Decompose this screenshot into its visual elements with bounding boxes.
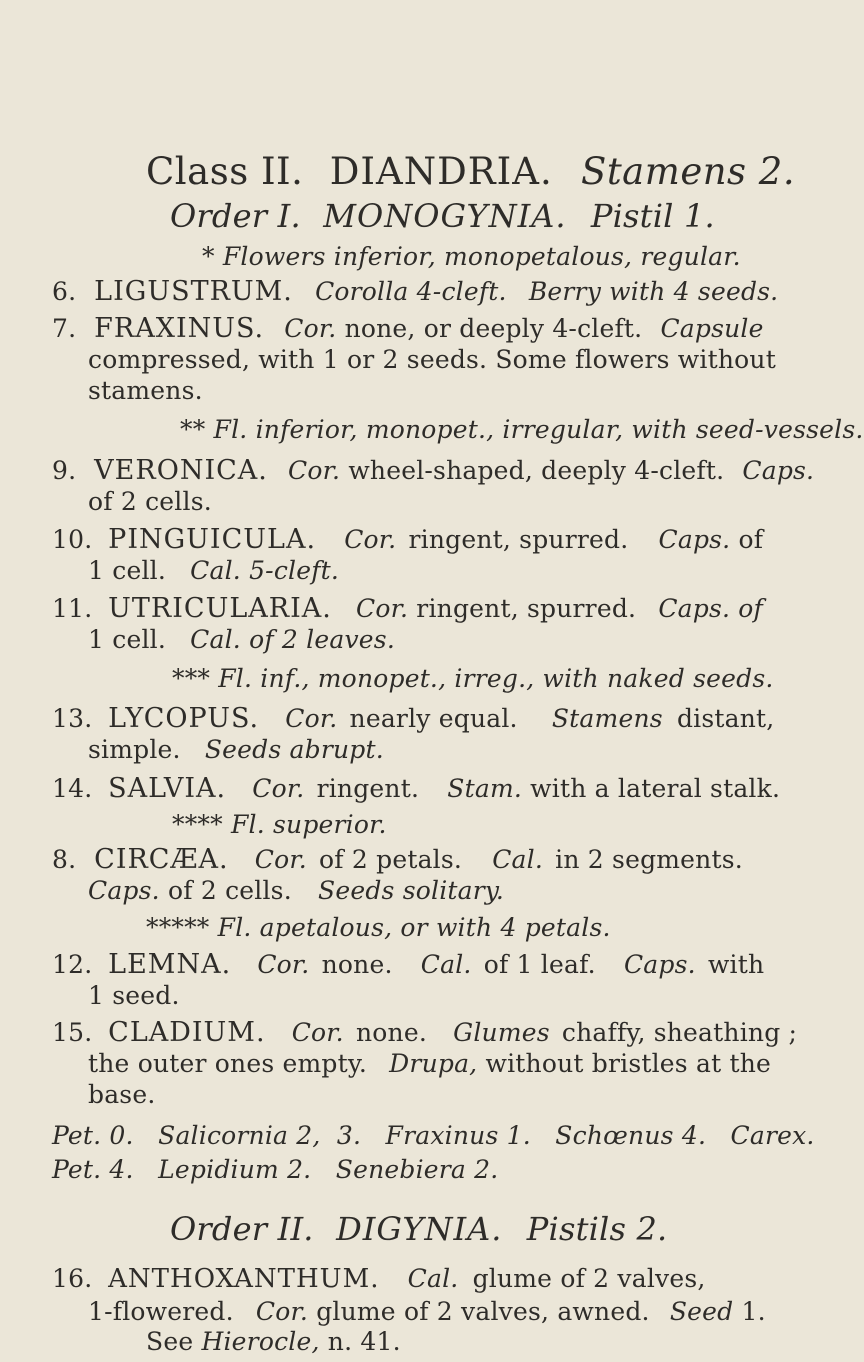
section-heading: * Flowers inferior, monopetalous, regular.: [202, 242, 741, 271]
section-heading: **** Fl. superior.: [172, 810, 387, 839]
genus-entry-ligustrum: [52, 276, 778, 307]
entry-text: Cal. 5-cleft.: [190, 556, 340, 585]
entry-number: 12.: [52, 950, 93, 979]
entry-text: Caps.: [742, 456, 815, 485]
entry-number: 9.: [52, 456, 77, 485]
entry-text: Cal. of 2 leaves.: [190, 625, 395, 654]
genus-entry-salvia: [52, 773, 780, 804]
genus-name: LEMNA.: [108, 949, 232, 980]
entry-number: 7.: [52, 314, 77, 343]
entry-text: the outer ones empty.: [88, 1049, 368, 1078]
order-label: Order II.: [170, 1210, 314, 1248]
entry-text: Cor.: [344, 525, 397, 554]
entry-text: Cor.: [255, 1297, 309, 1326]
entry-text: 1-flowered.: [88, 1297, 234, 1326]
genus-entry-lemna: [52, 949, 764, 980]
entry-number: 11.: [52, 594, 93, 623]
entry-text: of 2 cells.: [167, 876, 292, 905]
genus-entry-anthoxanthum: [52, 1264, 706, 1294]
entry-text: nearly equal.: [349, 704, 518, 733]
entry-text: of 2 petals.: [319, 845, 463, 874]
entry-text: Caps.: [88, 876, 160, 905]
entry-continuation: [88, 1049, 771, 1078]
entry-text: with: [707, 950, 765, 979]
entry-text: Corolla 4-cleft.: [315, 277, 507, 306]
entry-text: Seeds abrupt.: [204, 735, 384, 764]
genus-name: LYCOPUS.: [108, 703, 260, 734]
entry-text: Drupa,: [389, 1049, 478, 1078]
class-note: Stamens 2.: [580, 150, 796, 193]
order-name: MONOGYNIA.: [323, 197, 567, 235]
entry-text: Cor.: [252, 774, 305, 803]
entry-number: 14.: [52, 774, 93, 803]
entry-text: none.: [321, 950, 393, 979]
entry-text: Cor.: [285, 704, 338, 733]
entry-text: Berry with 4 seeds.: [528, 277, 779, 306]
entry-text: simple.: [88, 735, 181, 764]
section-heading: ***** Fl. apetalous, or with 4 petals.: [146, 913, 611, 942]
entry-text: Stam.: [447, 774, 523, 803]
entry-text: wheel-shaped, deeply 4-cleft.: [348, 456, 725, 485]
entry-text: in 2 segments.: [555, 845, 743, 874]
entry-continuation: [88, 625, 395, 654]
entry-text: distant,: [676, 704, 775, 733]
order-note: Pistil 1.: [590, 197, 715, 235]
entry-number: 16.: [52, 1264, 93, 1293]
entry-number: 13.: [52, 704, 93, 733]
entry-continuation: stamens.: [88, 376, 203, 405]
entry-continuation: [88, 735, 384, 764]
entry-text: Cor.: [288, 456, 341, 485]
entry-text: with a lateral stalk.: [530, 774, 781, 803]
entry-text: glume of 2 valves,: [472, 1264, 706, 1293]
entry-text: Caps.: [658, 525, 731, 554]
entry-text: Cor.: [254, 845, 307, 874]
entry-text: Capsule: [660, 314, 764, 343]
genus-name: CIRCÆA.: [94, 844, 229, 875]
entry-text: chaffy, sheathing ;: [561, 1018, 798, 1047]
entry-text: of: [738, 525, 764, 554]
entry-number: 15.: [52, 1018, 93, 1047]
genus-entry-cladium: [52, 1017, 797, 1048]
genus-name: CLADIUM.: [108, 1017, 266, 1048]
entry-text: none, or deeply 4-cleft.: [344, 314, 643, 343]
entry-text: ringent, spurred.: [408, 525, 629, 554]
order-label: Order I.: [170, 197, 301, 235]
entry-text: without bristles at the: [485, 1049, 772, 1078]
entry-text: See: [146, 1327, 194, 1356]
genus-name: FRAXINUS.: [94, 313, 265, 344]
genus-entry-circaea: [52, 844, 743, 875]
entry-text: Seed: [669, 1297, 734, 1326]
class-name: DIANDRIA.: [329, 150, 553, 193]
order-note: Pistils 2.: [526, 1210, 668, 1248]
genus-name: VERONICA.: [94, 455, 268, 486]
entry-continuation: [88, 876, 504, 905]
entry-text: Caps.: [623, 950, 696, 979]
entry-text: Cor.: [356, 594, 409, 623]
entry-continuation: compressed, with 1 or 2 seeds. Some flowers without: [88, 345, 776, 374]
order-name: DIGYNIA.: [336, 1210, 503, 1248]
entry-text: Cal.: [407, 1264, 459, 1293]
entry-text: glume of 2 valves, awned.: [316, 1297, 650, 1326]
entry-text: Stamens: [551, 704, 663, 733]
genus-entry-utricularia: [52, 593, 763, 624]
class-heading: [146, 150, 795, 193]
entry-continuation: of 2 cells.: [88, 487, 212, 516]
entry-text: n. 41.: [327, 1327, 401, 1356]
entry-text: 1 cell.: [88, 556, 166, 585]
petal-note: Pet. 0. Salicornia 2, 3. Fraxinus 1. Schœnus 4. Carex.: [52, 1121, 815, 1150]
genus-name: PINGUICULA.: [108, 524, 317, 555]
entry-text: Glumes: [453, 1018, 550, 1047]
entry-number: 10.: [52, 525, 93, 554]
entry-text: of 1 leaf.: [483, 950, 596, 979]
entry-continuation: [88, 1297, 766, 1326]
genus-entry-pinguicula: [52, 524, 763, 555]
entry-text: ringent, spurred.: [416, 594, 637, 623]
entry-text: Cal.: [492, 845, 543, 874]
entry-continuation: [88, 556, 339, 585]
order-heading: [170, 1210, 667, 1248]
genus-entry-veronica: [52, 455, 814, 486]
entry-text: Cor.: [257, 950, 310, 979]
genus-name: LIGUSTRUM.: [94, 276, 293, 307]
genus-name: SALVIA.: [108, 773, 227, 804]
entry-number: 8.: [52, 845, 77, 874]
entry-text: Cor.: [284, 314, 337, 343]
entry-text: Cor.: [291, 1018, 344, 1047]
entry-number: 6.: [52, 277, 77, 306]
cross-reference: [146, 1327, 401, 1356]
petal-note: Pet. 4. Lepidium 2. Senebiera 2.: [52, 1155, 499, 1184]
order-heading: [170, 197, 715, 235]
entry-text: Caps. of: [658, 594, 763, 623]
entry-continuation: base.: [88, 1080, 156, 1109]
genus-entry-lycopus: [52, 703, 774, 734]
genus-entry-fraxinus: [52, 313, 764, 344]
entry-text: Cal.: [420, 950, 472, 979]
entry-text: 1.: [741, 1297, 766, 1326]
entry-text: 1 cell.: [88, 625, 166, 654]
genus-name: UTRICULARIA.: [108, 593, 332, 624]
entry-text: Hierocle,: [201, 1327, 320, 1356]
section-heading: ** Fl. inferior, monopet., irregular, with seed-vessels.: [180, 415, 864, 444]
section-heading: *** Fl. inf., monopet., irreg., with naked seeds.: [172, 664, 774, 693]
genus-name: ANTHOXANTHUM.: [108, 1264, 380, 1294]
entry-text: ringent.: [316, 774, 420, 803]
entry-text: Seeds solitary.: [318, 876, 505, 905]
entry-text: none.: [356, 1018, 427, 1047]
class-label: Class II.: [146, 150, 304, 193]
entry-continuation: 1 seed.: [88, 981, 180, 1010]
